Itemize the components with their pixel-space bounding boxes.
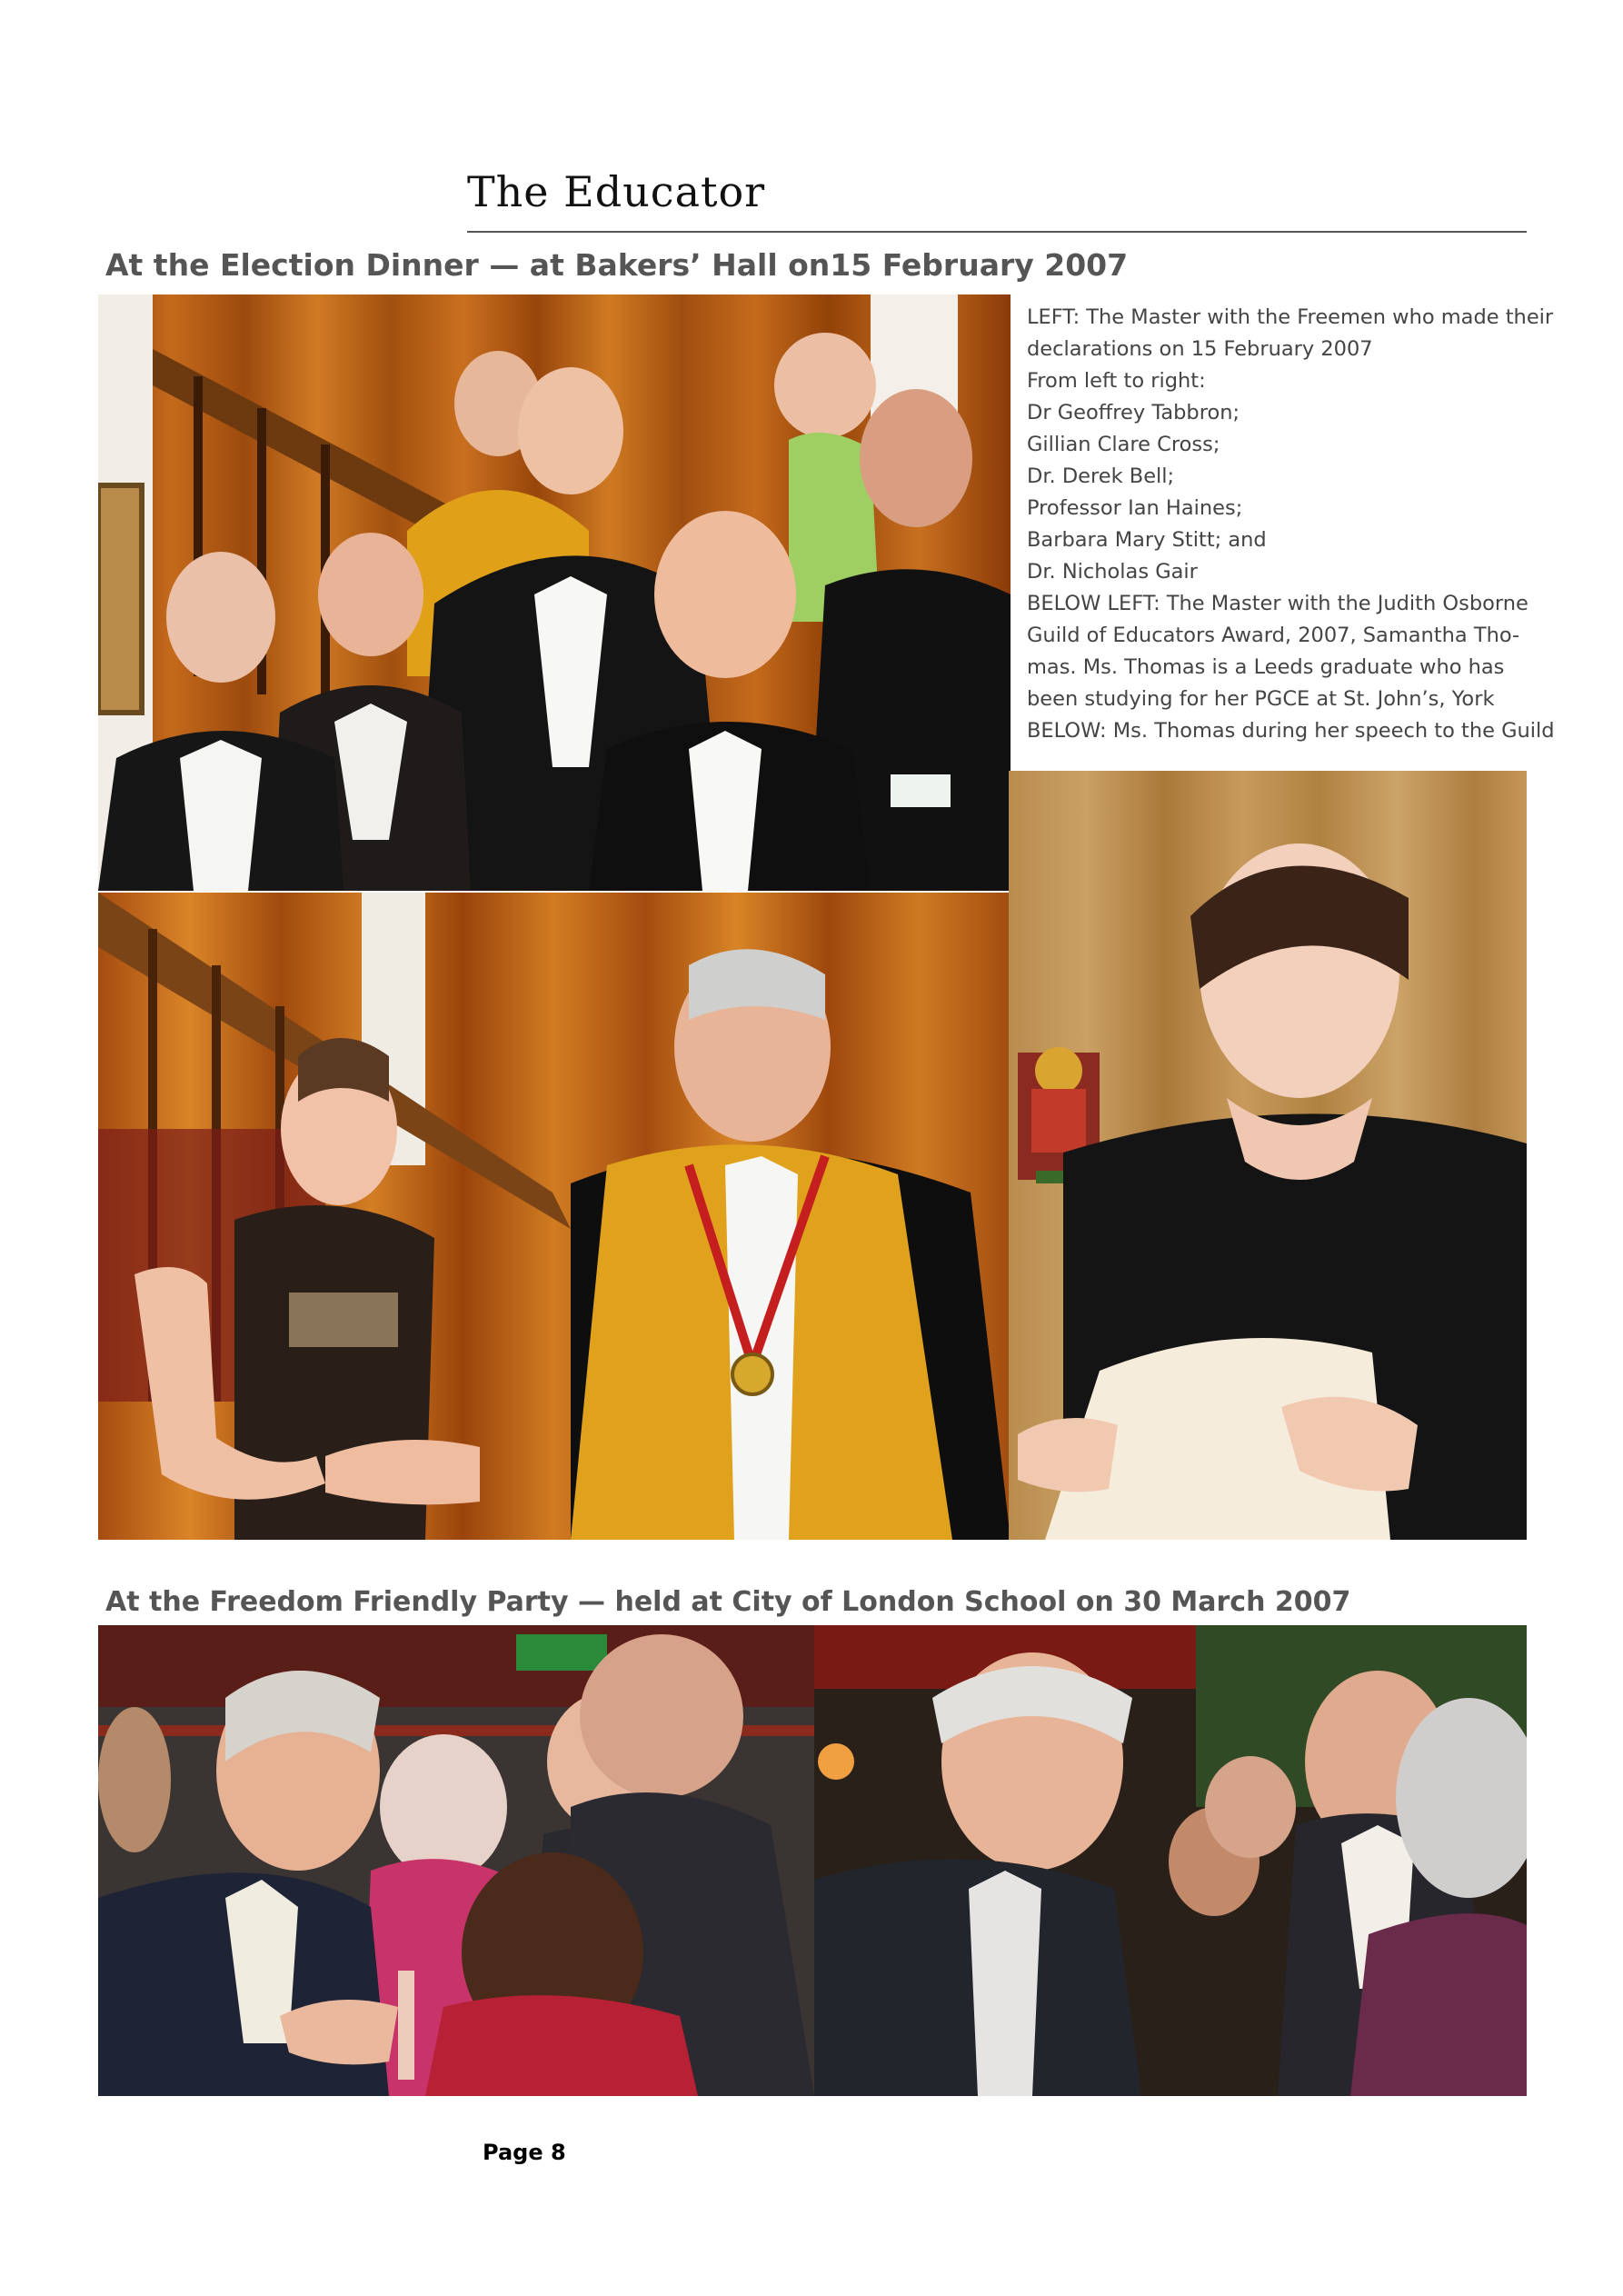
photo-award-handshake [98,893,1011,1540]
caption-line: been studying for her PGCE at St. John’s, York [1027,687,1495,711]
photo-master-with-freemen [98,294,1011,891]
photo-party-left [98,1625,814,2096]
masthead-title: The Educator [467,167,766,216]
caption-line: Guild of Educators Award, 2007, Samantha Tho- [1027,624,1520,647]
caption-line: Professor Ian Haines; [1027,496,1243,520]
caption-line: Barbara Mary Stitt; and [1027,528,1267,552]
caption-line: BELOW: Ms. Thomas during her speech to the Guild [1027,719,1555,743]
photo-speech [1009,771,1527,1540]
caption-line: Dr. Derek Bell; [1027,464,1175,488]
caption-line: mas. Ms. Thomas is a Leeds graduate who has [1027,655,1505,679]
caption-line: Dr Geoffrey Tabbron; [1027,401,1240,424]
caption-line: Dr. Nicholas Gair [1027,560,1198,584]
caption-line: BELOW LEFT: The Master with the Judith Osborne [1027,592,1528,615]
photo-party-right [814,1625,1527,2096]
caption-line: declarations on 15 February 2007 [1027,337,1373,361]
caption-line: From left to right: [1027,369,1206,393]
caption-line: LEFT: The Master with the Freemen who made their [1027,305,1554,329]
masthead-rule [467,231,1527,233]
caption-line: Gillian Clare Cross; [1027,433,1220,456]
section-heading-election-dinner: At the Election Dinner — at Bakers’ Hall on15 February 2007 [105,247,1129,283]
section-heading-freedom-party: At the Freedom Friendly Party — held at City of London School on 30 March 2007 [105,1586,1351,1618]
page-number: Page 8 [483,2140,566,2165]
photo-caption [1027,302,1555,747]
